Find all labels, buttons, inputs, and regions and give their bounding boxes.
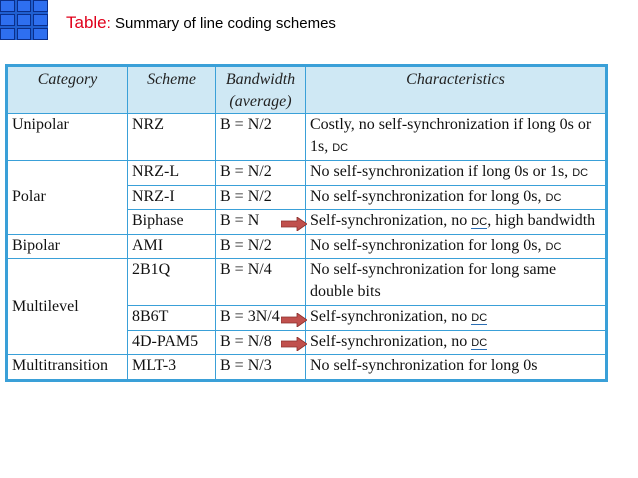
char-dc: DC bbox=[471, 312, 488, 325]
cell-characteristics: No self-synchronization for long same double bits bbox=[306, 259, 606, 306]
cell-scheme: 2B1Q bbox=[128, 259, 216, 306]
char-dc: DC bbox=[572, 167, 589, 180]
char-text: No self-synchronization for long 0s, bbox=[310, 187, 546, 205]
char-dc: DC bbox=[471, 336, 488, 349]
char-text: Self-synchronization, no bbox=[310, 332, 472, 350]
cell-category: Bipolar bbox=[8, 234, 128, 259]
table-row bbox=[8, 161, 606, 186]
cell-scheme: NRZ bbox=[128, 114, 216, 161]
cell-characteristics bbox=[306, 234, 606, 259]
logo-grid-icon bbox=[0, 0, 48, 40]
table-row bbox=[8, 234, 606, 259]
cell-category: Multilevel bbox=[8, 259, 128, 355]
cell-bandwidth: B = N/2 bbox=[216, 185, 306, 210]
cell-bandwidth: B = N bbox=[216, 210, 306, 235]
cell-scheme: NRZ-L bbox=[128, 161, 216, 186]
char-text: No self-synchronization if long 0s or 1s, bbox=[310, 163, 573, 181]
char-dc: DC bbox=[332, 142, 349, 154]
char-dc: DC bbox=[471, 216, 488, 229]
char-text: No self-synchronization for long 0s, bbox=[310, 236, 546, 254]
cell-characteristics: No self-synchronization for long 0s bbox=[306, 355, 606, 380]
table-row bbox=[8, 355, 606, 380]
char-text: Self-synchronization, no bbox=[310, 212, 472, 230]
cell-characteristics bbox=[306, 161, 606, 186]
cell-bandwidth: B = N/3 bbox=[216, 355, 306, 380]
cell-scheme: NRZ-I bbox=[128, 185, 216, 210]
cell-bandwidth: B = N/2 bbox=[216, 161, 306, 186]
cell-bandwidth: B = N/8 bbox=[216, 330, 306, 355]
title-highlight: Table bbox=[66, 13, 107, 32]
char-text: Costly, no self-synchronization if long 0s or 1s, bbox=[310, 116, 592, 155]
cell-bandwidth: B = N/4 bbox=[216, 259, 306, 306]
cell-category: Unipolar bbox=[8, 114, 128, 161]
cell-scheme: Biphase bbox=[128, 210, 216, 235]
table-row bbox=[8, 114, 606, 161]
right-arrow-icon bbox=[281, 337, 307, 351]
char-text: Self-synchronization, no bbox=[310, 308, 472, 326]
cell-scheme: MLT-3 bbox=[128, 355, 216, 380]
header-scheme: Scheme bbox=[128, 67, 216, 114]
cell-category: Polar bbox=[8, 161, 128, 235]
right-arrow-icon bbox=[281, 313, 307, 327]
cell-characteristics bbox=[306, 210, 606, 235]
cell-scheme: AMI bbox=[128, 234, 216, 259]
cell-bandwidth: B = N/2 bbox=[216, 234, 306, 259]
cell-characteristics bbox=[306, 306, 606, 331]
header-bandwidth: Bandwidth (average) bbox=[216, 67, 306, 114]
title-colon: : bbox=[106, 15, 111, 32]
char-tail: , high bandwidth bbox=[487, 212, 596, 230]
cell-scheme: 8B6T bbox=[128, 306, 216, 331]
header-characteristics: Characteristics bbox=[306, 67, 606, 114]
char-dc: DC bbox=[545, 240, 562, 253]
cell-scheme: 4D-PAM5 bbox=[128, 330, 216, 355]
slide-title bbox=[66, 13, 336, 33]
cell-bandwidth: B = 3N/4 bbox=[216, 306, 306, 331]
table-row bbox=[8, 259, 606, 306]
cell-characteristics bbox=[306, 330, 606, 355]
header-category: Category bbox=[8, 67, 128, 114]
cell-bandwidth: B = N/2 bbox=[216, 114, 306, 161]
cell-characteristics bbox=[306, 114, 606, 161]
cell-category: Multitransition bbox=[8, 355, 128, 380]
right-arrow-icon bbox=[281, 217, 307, 231]
cell-characteristics bbox=[306, 185, 606, 210]
char-dc: DC bbox=[545, 191, 562, 204]
title-rest: Summary of line coding schemes bbox=[110, 15, 336, 32]
